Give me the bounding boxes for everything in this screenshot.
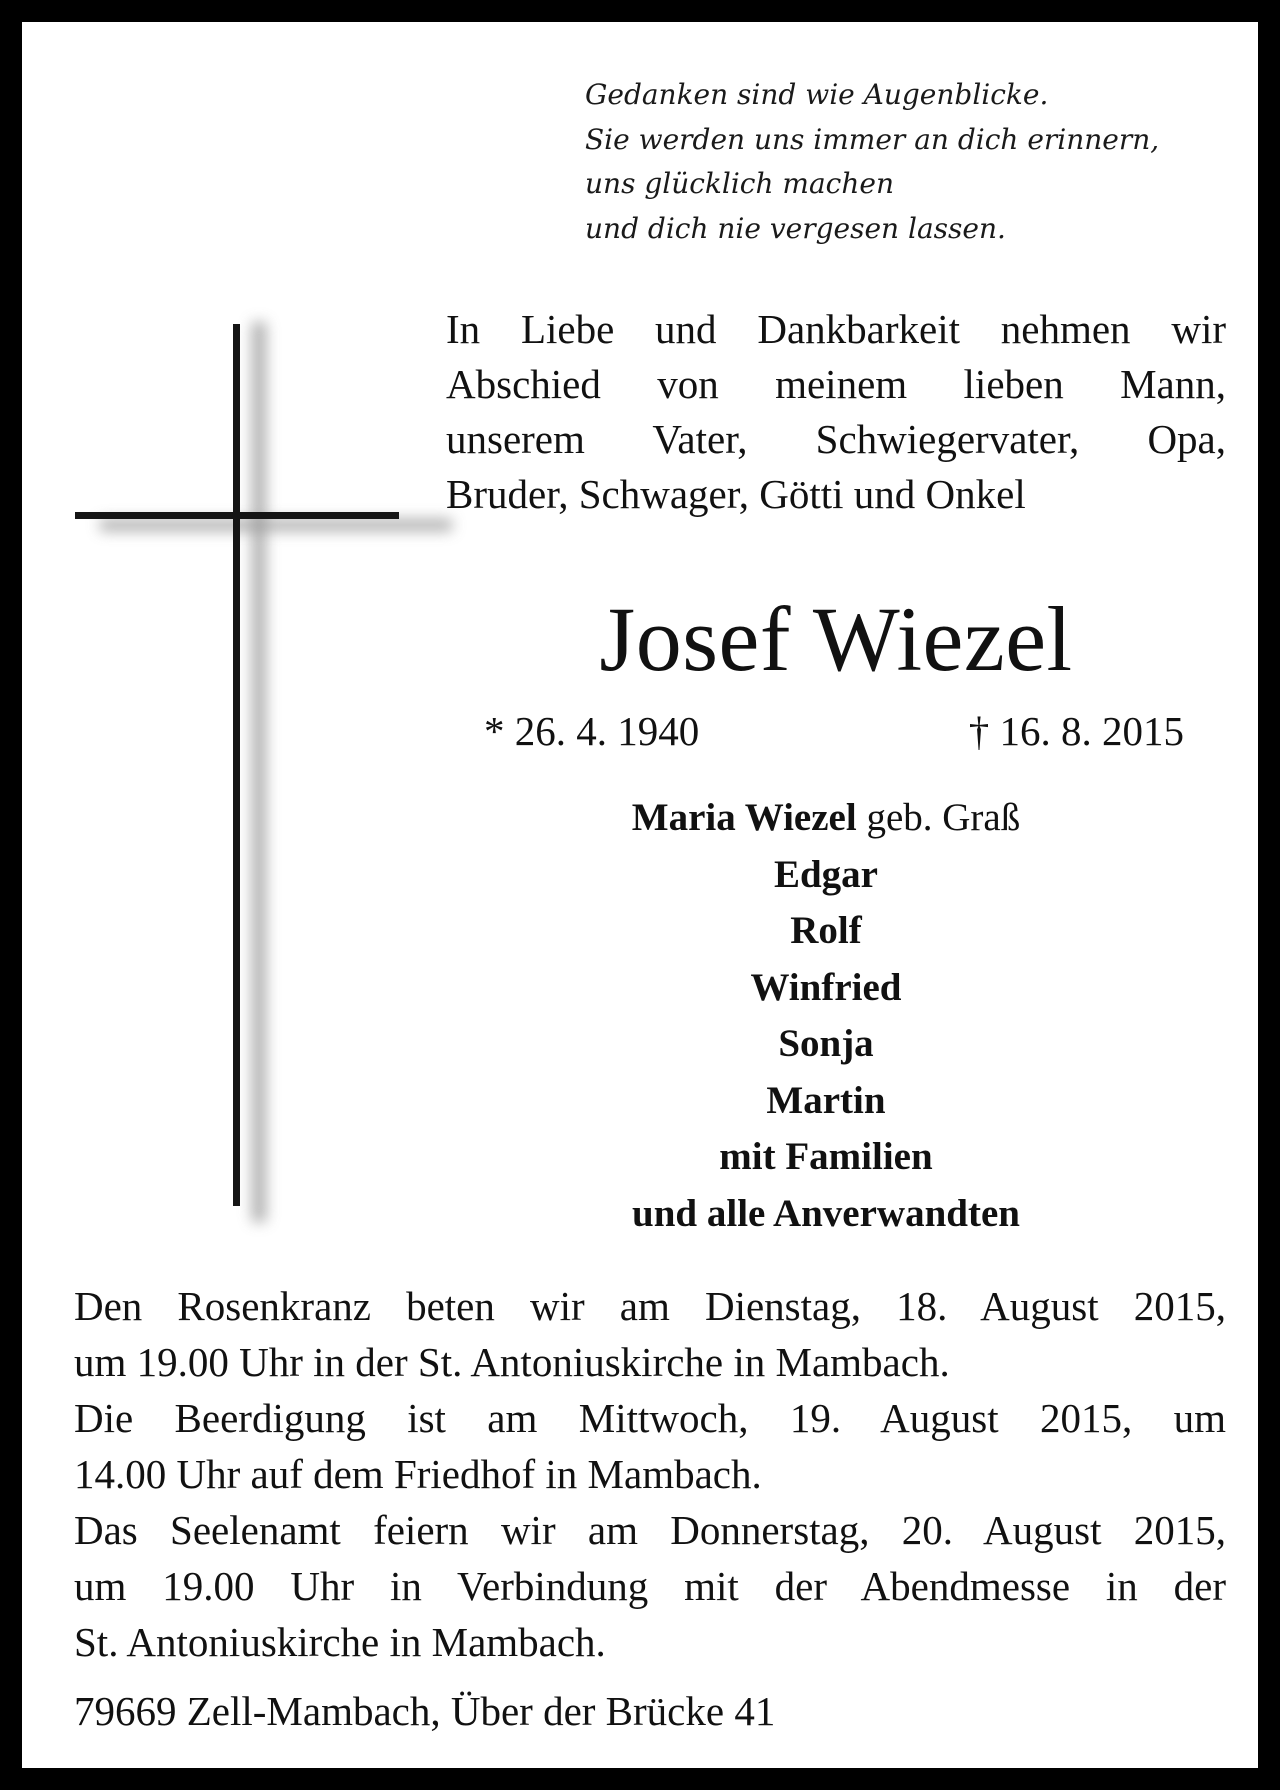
service-line: um 19.00 Uhr in Verbindung mit der Abendmesse in der [74, 1563, 1226, 1609]
intro-text [446, 302, 1226, 522]
poem-line: und dich nie vergesen lassen. [585, 211, 1006, 245]
mourner-name: Rolf [790, 909, 862, 952]
mourner-name: Sonja [778, 1022, 874, 1065]
life-dates [484, 706, 1184, 756]
deceased-name: Josef Wiezel [599, 588, 1073, 690]
obituary-notice [22, 22, 1258, 1768]
service-line: Den Rosenkranz beten wir am Dienstag, 18. August 2015, [74, 1283, 1226, 1329]
intro-line: In Liebe und Dankbarkeit nehmen wir [446, 306, 1226, 352]
mourner-name: Maria Wiezel [631, 796, 857, 839]
service-line: um 19.00 Uhr in der St. Antoniuskirche in Mambach. [74, 1339, 950, 1385]
poem [585, 73, 1245, 251]
intro-line: Bruder, Schwager, Götti und Onkel [446, 471, 1026, 517]
maiden-name: geb. Graß [856, 796, 1021, 839]
death-date: † 16. 8. 2015 [968, 708, 1184, 754]
service-line: 14.00 Uhr auf dem Friedhof in Mambach. [74, 1451, 762, 1497]
poem-line: Gedanken sind wie Augenblicke. [585, 78, 1049, 111]
birth-date: * 26. 4. 1940 [484, 708, 700, 754]
mourner-name: Edgar [773, 852, 878, 896]
mourner-line [446, 790, 1206, 847]
address: 79669 Zell-Mambach, Über der Brücke 41 [74, 1688, 776, 1734]
mourner-name: Martin [766, 1078, 886, 1122]
service-line: St. Antoniuskirche in Mambach. [74, 1619, 606, 1665]
poem-line: Sie werden uns immer an dich erinnern, [585, 122, 1160, 156]
intro-line: unserem Vater, Schwiegervater, Opa, [446, 416, 1226, 462]
service-line: Das Seelenamt feiern wir am Donnerstag, 20. August 2015, [74, 1507, 1226, 1553]
mourners-list [446, 790, 1206, 1242]
mourner-name: mit Familien [719, 1135, 933, 1178]
service-details [74, 1278, 1226, 1670]
intro-line: Abschied von meinem lieben Mann, [446, 361, 1226, 407]
mourner-name: und alle Anverwandten [632, 1191, 1020, 1235]
poem-line: uns glücklich machen [585, 167, 894, 200]
service-line: Die Beerdigung ist am Mittwoch, 19. August 2015, um [74, 1395, 1226, 1441]
mourner-name: Winfried [750, 965, 902, 1009]
